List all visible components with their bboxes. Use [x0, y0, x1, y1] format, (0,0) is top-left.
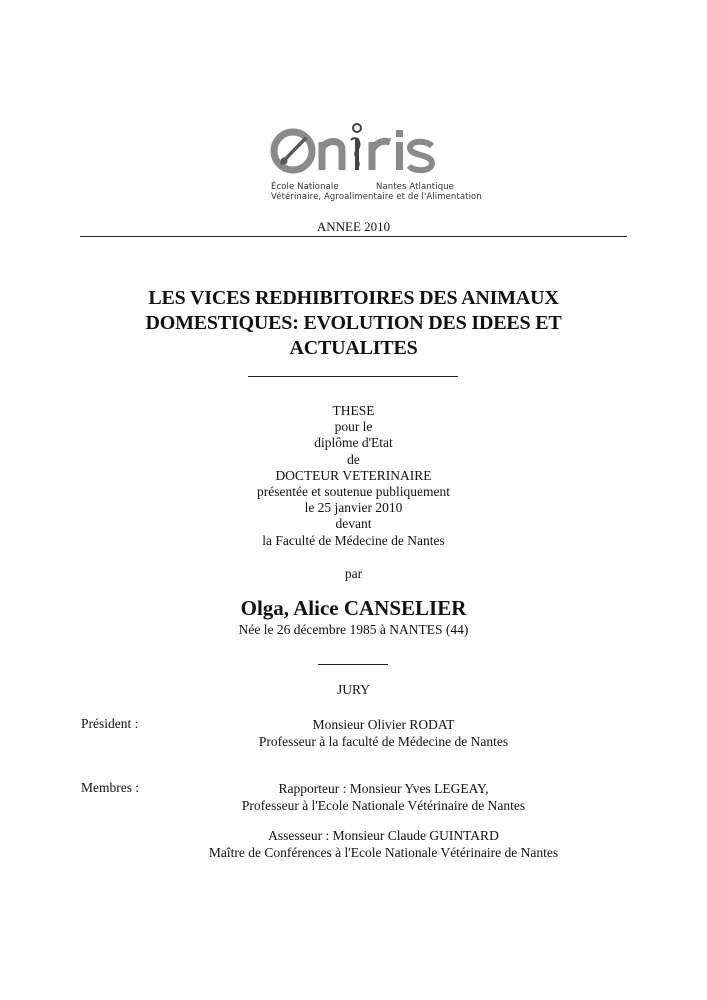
logo-line2: Vétérinaire, Agroalimentaire et de l'Alimentation — [271, 192, 482, 202]
thesis-line: la Faculté de Médecine de Nantes — [262, 532, 445, 548]
title-line-2: DOMESTIQUES: EVOLUTION DES IDEES ET — [145, 312, 562, 334]
header-divider — [80, 236, 627, 237]
rapporteur-role: Professeur à l'Ecole Nationale Vétérinaire de Nantes — [241, 798, 526, 813]
oniris-logo — [260, 118, 482, 208]
thesis-title — [0, 286, 707, 361]
thesis-line: diplôme d'Etat — [314, 435, 393, 451]
title-line-1: LES VICES REDHIBITOIRES DES ANIMAUX — [148, 287, 559, 309]
author-name: Olga, Alice CANSELIER — [240, 596, 467, 620]
thesis-line: présentée et soutenue publiquement — [256, 484, 451, 500]
year-label: ANNEE 2010 — [316, 219, 391, 234]
thesis-line: pour le — [334, 419, 373, 435]
rapporteur-block — [30, 780, 707, 814]
rapporteur-name: Rapporteur : Monsieur Yves LEGEAY, — [278, 781, 489, 796]
thesis-line: devant — [335, 516, 372, 532]
members-label: Membres : — [81, 780, 140, 795]
thesis-line: le 25 janvier 2010 — [304, 500, 403, 516]
assesseur-name: Assesseur : Monsieur Claude GUINTARD — [268, 828, 499, 843]
assesseur-role: Maître de Conférences à l'Ecole Nationale Vétérinaire de Nantes — [208, 845, 559, 860]
thesis-line: DOCTEUR VETERINAIRE — [275, 467, 432, 483]
author-divider — [318, 664, 388, 665]
logo-line1-right: Nantes Atlantique — [376, 182, 455, 192]
thesis-statement — [0, 403, 707, 549]
title-line-3: ACTUALITES — [289, 337, 418, 359]
president-block — [30, 716, 707, 750]
assesseur-block — [30, 827, 707, 861]
thesis-line: de — [347, 451, 360, 467]
president-label: Président : — [81, 716, 139, 731]
president-role: Professeur à la faculté de Médecine de Nantes — [258, 734, 509, 749]
logo-line1-left: École Nationale — [271, 182, 339, 192]
president-name: Monsieur Olivier RODAT — [312, 717, 455, 732]
oniris-logo-mark — [260, 118, 450, 180]
jury-heading: JURY — [336, 682, 370, 697]
title-divider — [248, 376, 458, 377]
par-label: par — [344, 566, 363, 581]
thesis-line: THESE — [332, 403, 375, 418]
author-birth: Née le 26 décembre 1985 à NANTES (44) — [238, 622, 469, 637]
